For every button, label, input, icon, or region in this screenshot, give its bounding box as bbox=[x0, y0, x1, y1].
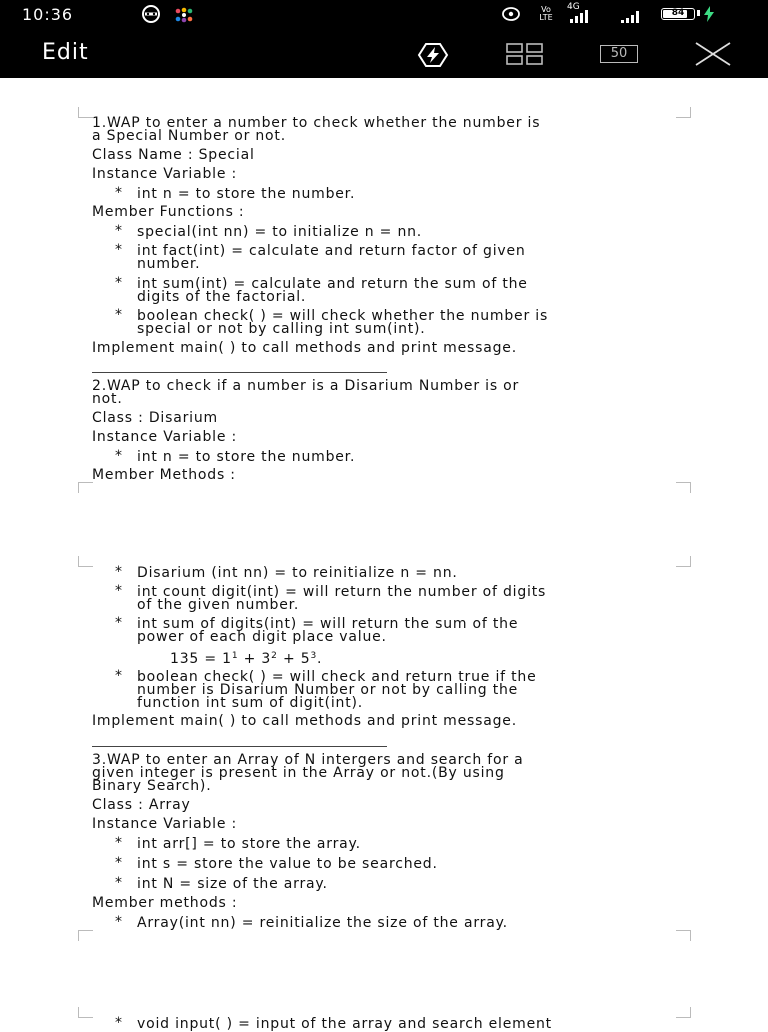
bullet-star: * bbox=[115, 275, 122, 291]
example-plus: + 3 bbox=[238, 651, 272, 667]
q1-member-2-line2: number. bbox=[137, 256, 201, 272]
q2-instance-heading: Instance Variable : bbox=[92, 429, 238, 445]
page-corner-mark bbox=[676, 482, 691, 493]
q2-member-4-line3: function int sum of digit(int). bbox=[137, 695, 364, 711]
battery-tip bbox=[697, 10, 700, 16]
q2-example-formula bbox=[170, 650, 322, 666]
q2-main-line: Implement main( ) to call methods and print message. bbox=[92, 713, 517, 729]
example-lhs: 135 = 1 bbox=[170, 651, 232, 667]
q1-title-line1: 1.WAP to enter a number to check whether the number is bbox=[92, 115, 541, 131]
exponent: 3 bbox=[310, 651, 317, 661]
q3-class-name: Class : Array bbox=[92, 797, 191, 813]
q3-members-heading: Member methods : bbox=[92, 895, 238, 911]
charging-bolt-icon bbox=[703, 6, 715, 26]
q3-title-line2: given integer is present in the Array or not.(By using bbox=[92, 765, 505, 781]
bullet-star: * bbox=[115, 875, 122, 891]
q2-member-2-line1: int count digit(int) = will return the number of digits bbox=[137, 584, 547, 600]
q2-title-line1: 2.WAP to check if a number is a Disarium Number is or bbox=[92, 378, 520, 394]
q1-member-3-line1: int sum(int) = calculate and return the sum of the bbox=[137, 276, 528, 292]
q3-title-line1: 3.WAP to enter an Array of N intergers and search for a bbox=[92, 752, 524, 768]
exponent: 1 bbox=[231, 651, 239, 661]
q1-main-line: Implement main( ) to call methods and print message. bbox=[92, 340, 517, 356]
q2-members-heading: Member Methods : bbox=[92, 467, 236, 483]
page-corner-mark bbox=[676, 930, 691, 941]
q3-member-2-cutoff: void input( ) = input of the array and search element bbox=[137, 1016, 552, 1032]
q1-title-line2: a Special Number or not. bbox=[92, 128, 286, 144]
q2-member-4-line2: number is Disarium Number or not by calling the bbox=[137, 682, 519, 698]
q1-instance-item: int n = to store the number. bbox=[137, 186, 356, 202]
network-type-label: 4G bbox=[567, 2, 580, 12]
q1-member-3-line2: digits of the factorial. bbox=[137, 289, 307, 305]
q1-member-4-line2: special or not by calling int sum(int). bbox=[137, 321, 426, 337]
q3-member-1-line1: Array(int nn) = reinitialize the size of the array. bbox=[137, 915, 508, 931]
page-corner-mark bbox=[78, 556, 93, 567]
page-corner-mark bbox=[78, 107, 93, 118]
q3-instance-item-1: int arr[] = to store the array. bbox=[137, 836, 361, 852]
bullet-star: * bbox=[115, 914, 122, 930]
status-time: 10:36 bbox=[22, 5, 74, 24]
q2-instance-item: int n = to store the number. bbox=[137, 449, 356, 465]
bullet-star: * bbox=[115, 1015, 122, 1031]
bullet-star: * bbox=[115, 615, 122, 631]
q2-title-line2: not. bbox=[92, 391, 123, 407]
section-divider bbox=[92, 746, 387, 747]
q1-member-1-line1: special(int nn) = to initialize n = nn. bbox=[137, 224, 423, 240]
bullet-star: * bbox=[115, 835, 122, 851]
page-corner-mark bbox=[78, 482, 93, 493]
exponent: 2 bbox=[271, 651, 278, 661]
bullet-star: * bbox=[115, 583, 122, 599]
page-count-badge[interactable]: 50 bbox=[600, 45, 638, 63]
hotspot-icon bbox=[501, 6, 521, 26]
q2-class-name: Class : Disarium bbox=[92, 410, 218, 426]
volte-label: Vo LTE bbox=[539, 5, 553, 22]
document-page-area bbox=[0, 78, 768, 1032]
q3-title-line3: Binary Search). bbox=[92, 778, 212, 794]
signal-bars-1-icon bbox=[569, 9, 591, 28]
q1-members-heading: Member Functions : bbox=[92, 204, 245, 220]
bullet-star: * bbox=[115, 223, 122, 239]
top-bar bbox=[0, 0, 768, 78]
q1-class-name: Class Name : Special bbox=[92, 147, 255, 163]
bullet-star: * bbox=[115, 307, 122, 323]
page-corner-mark bbox=[78, 1007, 93, 1018]
colorful-app-icon bbox=[173, 6, 195, 28]
close-icon[interactable] bbox=[693, 40, 733, 72]
bullet-star: * bbox=[115, 855, 122, 871]
signal-bars-2-icon bbox=[620, 9, 642, 28]
q1-member-4-line1: boolean check( ) = will check whether the number is bbox=[137, 308, 549, 324]
bullet-star: * bbox=[115, 668, 122, 684]
edit-button[interactable]: Edit bbox=[42, 40, 89, 65]
q1-instance-heading: Instance Variable : bbox=[92, 166, 238, 182]
q1-member-2-line1: int fact(int) = calculate and return factor of given bbox=[137, 243, 526, 259]
bullet-star: * bbox=[115, 185, 122, 201]
page-corner-mark bbox=[676, 1007, 691, 1018]
q3-instance-item-3: int N = size of the array. bbox=[137, 876, 328, 892]
bullet-star: * bbox=[115, 448, 122, 464]
bullet-star: * bbox=[115, 564, 122, 580]
page-corner-mark bbox=[78, 930, 93, 941]
q2-member-2-line2: of the given number. bbox=[137, 597, 300, 613]
convert-bolt-icon[interactable] bbox=[413, 40, 453, 74]
q2-member-3-line2: power of each digit place value. bbox=[137, 629, 387, 645]
bullet-star: * bbox=[115, 242, 122, 258]
example-end: . bbox=[316, 651, 323, 667]
q3-instance-item-2: int s = store the value to be searched. bbox=[137, 856, 438, 872]
q2-member-3-line1: int sum of digits(int) = will return the sum of the bbox=[137, 616, 519, 632]
game-controller-icon bbox=[140, 5, 162, 27]
q3-instance-heading: Instance Variable : bbox=[92, 816, 238, 832]
q2-member-1-line1: Disarium (int nn) = to reinitialize n = nn. bbox=[137, 565, 458, 581]
grid-view-icon[interactable] bbox=[505, 42, 545, 70]
battery-level-text: 84 bbox=[671, 8, 685, 18]
section-divider bbox=[92, 372, 387, 373]
page-corner-mark bbox=[676, 107, 691, 118]
example-plus: + 5 bbox=[277, 651, 311, 667]
page-corner-mark bbox=[676, 556, 691, 567]
battery-indicator bbox=[661, 8, 695, 20]
q2-member-4-line1: boolean check( ) = will check and return true if the bbox=[137, 669, 537, 685]
